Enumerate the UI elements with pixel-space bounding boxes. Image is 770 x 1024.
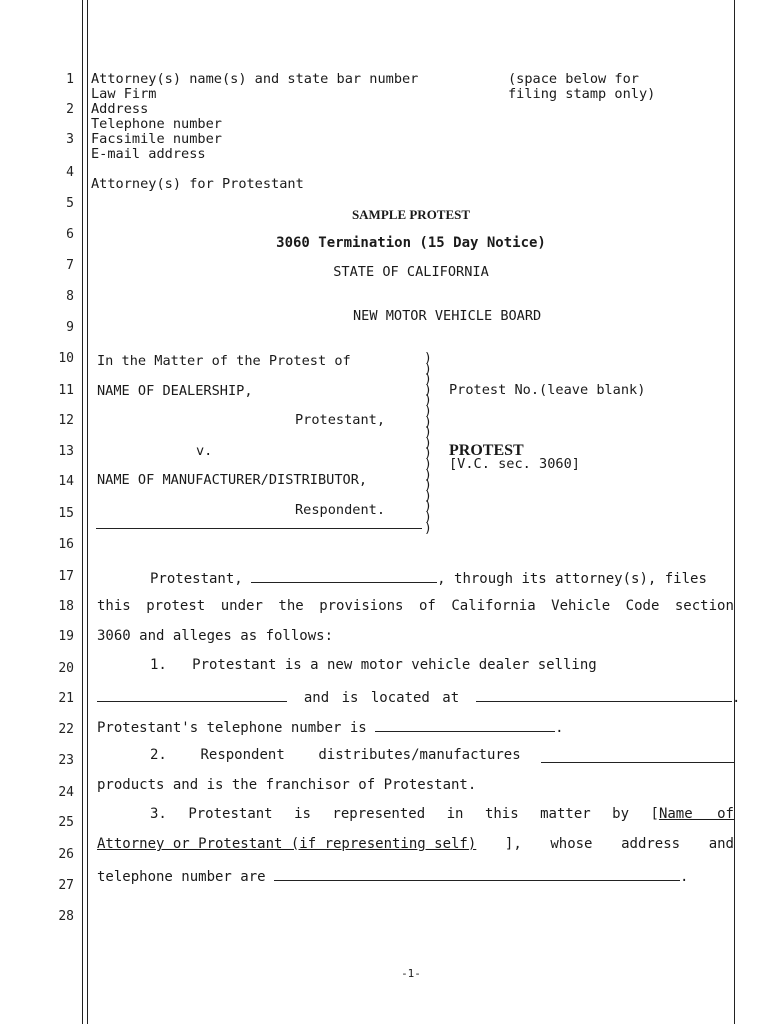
attorney-line: Facsimile number xyxy=(91,131,222,147)
attorney-for-line: Attorney(s) for Protestant xyxy=(91,176,304,192)
caption-respondent: Respondent. xyxy=(295,502,386,518)
caption-paren: ) xyxy=(424,446,432,462)
word: whose xyxy=(550,836,593,852)
text: Protestant, xyxy=(150,571,243,587)
caption-paren: ) xyxy=(424,361,432,377)
caption-paren: ) xyxy=(424,393,432,409)
attorney-contact-blank[interactable] xyxy=(274,867,680,881)
caption-versus: v. xyxy=(196,443,213,459)
word: address xyxy=(621,836,681,852)
dealer-product-blank[interactable] xyxy=(97,688,287,702)
caption-protestant: Protestant, xyxy=(295,412,386,428)
line-number: 2 xyxy=(66,102,74,117)
caption-paren: ) xyxy=(424,488,432,504)
line-number: 13 xyxy=(58,444,74,459)
line-number: 18 xyxy=(58,599,74,614)
text: Protestant's telephone number is xyxy=(97,720,367,736)
protest-number: Protest No.(leave blank) xyxy=(449,382,646,398)
caption-paren: ) xyxy=(424,414,432,430)
word: Vehicle xyxy=(551,598,611,614)
line-number: 9 xyxy=(66,320,74,335)
word: of xyxy=(418,598,436,614)
word: Code xyxy=(625,598,660,614)
word: distributes/manufactures xyxy=(318,747,521,763)
caption-underline xyxy=(96,528,422,529)
word: the xyxy=(278,598,304,614)
attorney-placeholder: Attorney or Protestant (if representing self) xyxy=(97,836,477,852)
line17 xyxy=(150,569,707,587)
line-number: 20 xyxy=(58,661,74,676)
attorney-line: E-mail address xyxy=(91,146,206,162)
word: ], xyxy=(504,836,522,852)
line-number: 11 xyxy=(58,383,74,398)
line-number: 26 xyxy=(58,847,74,862)
protest-heading: PROTEST xyxy=(449,442,524,459)
board-heading: NEW MOTOR VEHICLE BOARD xyxy=(353,308,542,324)
bracket: [ xyxy=(650,806,659,822)
line-number: 22 xyxy=(58,722,74,737)
text: . xyxy=(555,720,564,736)
caption-paren: ) xyxy=(424,425,432,441)
word: 2. xyxy=(150,747,167,763)
line-number: 16 xyxy=(58,537,74,552)
word: California xyxy=(451,598,536,614)
caption-matter: In the Matter of the Protest of xyxy=(97,353,351,369)
manufacturer-products-blank[interactable] xyxy=(541,749,734,763)
word: represented xyxy=(332,806,426,822)
word: and xyxy=(708,836,734,852)
word: in xyxy=(446,806,464,822)
line25 xyxy=(150,807,734,822)
text: . xyxy=(680,869,689,885)
word: Protestant xyxy=(188,806,273,822)
word: this xyxy=(97,598,131,614)
line18 xyxy=(97,599,734,614)
word: 3. xyxy=(150,806,167,822)
state-heading: STATE OF CALIFORNIA xyxy=(333,264,489,280)
caption-dealership: NAME OF DEALERSHIP, xyxy=(97,383,253,399)
caption-paren: ) xyxy=(424,457,432,472)
line27 xyxy=(97,867,688,885)
word: by xyxy=(612,806,630,822)
word: section xyxy=(674,598,734,614)
line-number: 4 xyxy=(66,165,74,180)
line21 xyxy=(97,688,740,706)
line-number: 24 xyxy=(58,785,74,800)
caption-paren: ) xyxy=(424,351,432,366)
line23 xyxy=(150,748,734,763)
filing-stamp-note: (space below for xyxy=(508,71,639,87)
caption-paren: ) xyxy=(424,372,432,388)
word: this xyxy=(484,806,519,822)
document-subtitle: 3060 Termination (15 Day Notice) xyxy=(276,235,546,251)
line-number: 17 xyxy=(58,569,74,584)
line-number: 28 xyxy=(58,909,74,924)
word: under xyxy=(220,598,263,614)
word: protest xyxy=(146,598,206,614)
left-margin-rule-inner xyxy=(87,0,88,1024)
document-title: SAMPLE PROTEST xyxy=(351,207,471,222)
caption-paren: ) xyxy=(424,382,432,398)
line-number: 23 xyxy=(58,753,74,768)
line19: 3060 and alleges as follows: xyxy=(97,628,334,644)
caption-paren: ) xyxy=(424,404,432,419)
line-number: 7 xyxy=(66,258,74,273)
line22 xyxy=(97,718,564,736)
line-number: 21 xyxy=(58,691,74,706)
line-number: 25 xyxy=(58,815,74,830)
line-number: 1 xyxy=(66,72,74,87)
line-number: 14 xyxy=(58,474,74,489)
attorney-placeholder-start xyxy=(651,807,734,822)
dealer-location-blank[interactable] xyxy=(476,688,732,702)
line-number: 10 xyxy=(58,351,74,366)
line-number: 12 xyxy=(58,413,74,428)
word: matter xyxy=(540,806,591,822)
text: telephone number are xyxy=(97,869,266,885)
page-number: -1- xyxy=(401,967,421,980)
word: provisions xyxy=(319,598,404,614)
line-number: 15 xyxy=(58,506,74,521)
text: , through its attorney(s), files xyxy=(437,571,707,587)
line24: products and is the franchisor of Protestant. xyxy=(97,777,477,793)
line-number: 19 xyxy=(58,629,74,644)
caption-paren: ) xyxy=(424,435,432,451)
line-number: 8 xyxy=(66,289,74,304)
attorney-line: Address xyxy=(91,101,149,117)
attorney-line: Law Firm xyxy=(91,86,157,102)
word: Respondent xyxy=(200,747,285,763)
line-number: 6 xyxy=(66,227,74,242)
text: and is located at xyxy=(303,690,460,706)
attorney-placeholder: Name of xyxy=(658,806,734,822)
filing-stamp-note: filing stamp only) xyxy=(508,86,656,102)
line23-text xyxy=(150,748,521,763)
line-number: 3 xyxy=(66,132,74,147)
line-number: 27 xyxy=(58,878,74,893)
caption-paren: ) xyxy=(424,520,432,536)
attorney-line: Telephone number xyxy=(91,116,222,132)
attorney-line: Attorney(s) name(s) and state bar number xyxy=(91,71,419,87)
protestant-name-blank[interactable] xyxy=(251,569,437,583)
word: is xyxy=(294,806,311,822)
caption-paren: ) xyxy=(424,467,432,483)
caption-paren: ) xyxy=(424,510,432,525)
left-margin-rule-outer xyxy=(82,0,83,1024)
line26 xyxy=(97,837,734,852)
caption-paren: ) xyxy=(424,499,432,515)
line-number: 5 xyxy=(66,196,74,211)
caption-manufacturer: NAME OF MANUFACTURER/DISTRIBUTOR, xyxy=(97,472,368,488)
protestant-phone-blank[interactable] xyxy=(375,718,555,732)
vehicle-code-citation: [V.C. sec. 3060] xyxy=(449,456,580,472)
caption-paren: ) xyxy=(424,478,432,494)
line20: 1. Protestant is a new motor vehicle dealer selling xyxy=(150,657,597,673)
right-margin-rule xyxy=(734,0,735,1024)
text: . xyxy=(732,690,741,706)
